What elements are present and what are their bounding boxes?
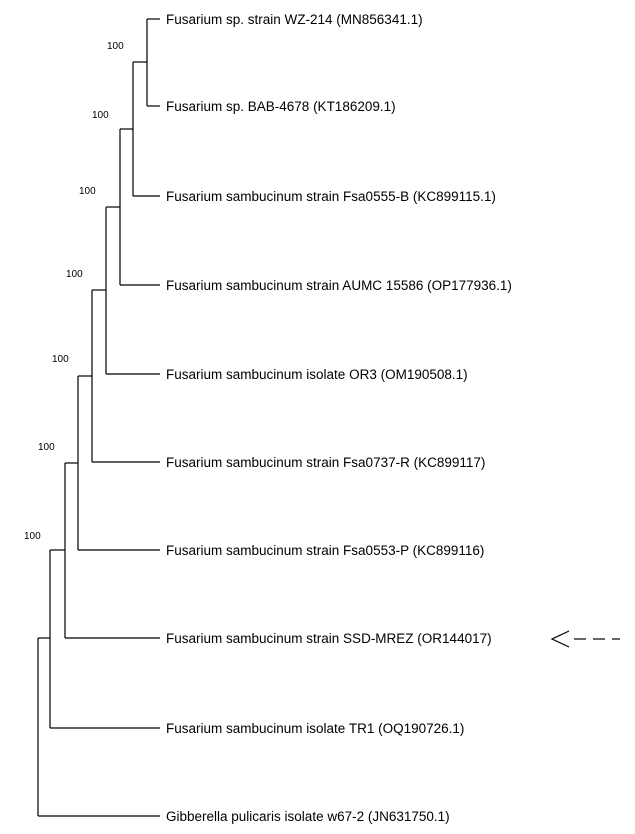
taxon-label-highlighted: Fusarium sambucinum strain SSD-MREZ (OR144017) [166,631,492,646]
taxon-label: Fusarium sambucinum isolate OR3 (OM190508.1) [166,367,468,382]
bootstrap-value: 100 [24,531,41,542]
taxon-label: Fusarium sambucinum strain AUMC 15586 (OP177936.1) [166,278,512,293]
taxon-label: Fusarium sambucinum strain Fsa0553-P (KC899116) [166,543,485,558]
taxon-label: Fusarium sp. strain WZ-214 (MN856341.1) [166,12,423,27]
arrow-left-dashed-icon [552,631,620,647]
taxon-label: Fusarium sambucinum strain Fsa0555-B (KC899115.1) [166,189,496,204]
bootstrap-value: 100 [79,186,96,197]
bootstrap-value: 100 [38,442,55,453]
bootstrap-labels [24,41,124,542]
tree-branches [38,19,160,816]
taxon-label: Fusarium sambucinum strain Fsa0737-R (KC899117) [166,455,486,470]
bootstrap-value: 100 [92,110,109,121]
taxon-label: Fusarium sp. BAB-4678 (KT186209.1) [166,99,396,114]
bootstrap-value: 100 [52,354,69,365]
bootstrap-value: 100 [107,41,124,52]
taxon-label: Gibberella pulicaris isolate w67-2 (JN631750.1) [166,809,450,824]
bootstrap-value: 100 [66,269,83,280]
taxon-label: Fusarium sambucinum isolate TR1 (OQ190726.1) [166,721,465,736]
taxon-labels [166,12,512,824]
